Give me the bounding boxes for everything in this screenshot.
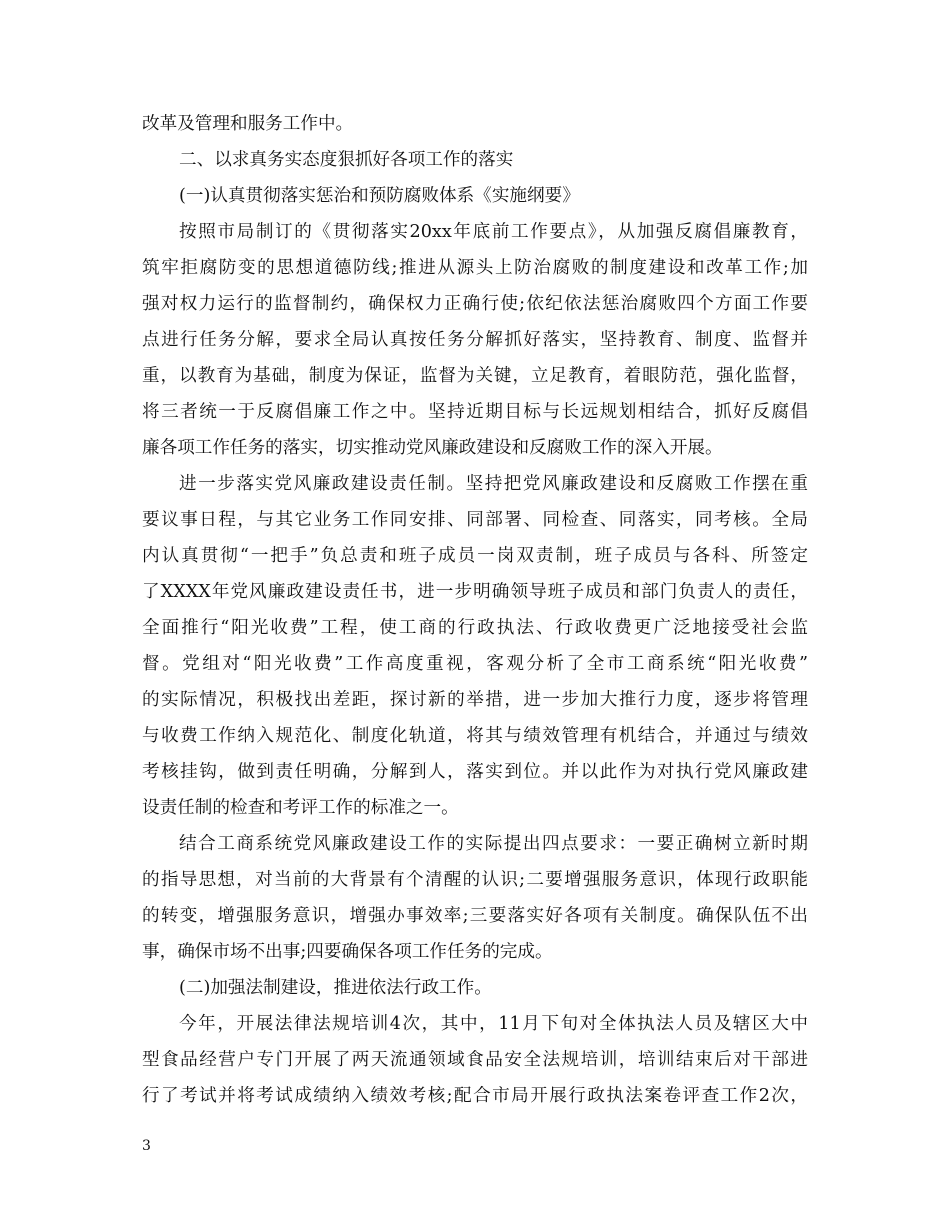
page-number: 3 xyxy=(142,1138,151,1154)
paragraph-responsibility-system xyxy=(142,466,808,826)
text-line: 改革及管理和服务工作中。 xyxy=(142,114,354,134)
subheading-1 xyxy=(142,178,808,214)
text-line: 按照市局制订的《贯彻落实20xx年底前工作要点》，从加强反腐倡廉教育， xyxy=(179,222,808,242)
paragraph-work-points xyxy=(142,214,808,466)
text-line: 事，确保市场不出事;四要确保各项工作任务的完成。 xyxy=(142,942,553,962)
text-line: 将三者统一于反腐倡廉工作之中。坚持近期目标与长远规划相结合，抓好反腐倡 xyxy=(142,402,808,422)
text-line: 要议事日程，与其它业务工作同安排、同部署、同检查、同落实，同考核。全局 xyxy=(142,510,808,530)
text-line: 二、以求真务实态度狠抓好各项工作的落实 xyxy=(179,150,514,170)
text-line: 行了考试并将考试成绩纳入绩效考核;配合市局开展行政执法案卷评查工作2次， xyxy=(142,1086,808,1106)
text-line: 的实际情况，积极找出差距，探讨新的举措，进一步加大推行力度，逐步将管理 xyxy=(142,690,808,710)
text-line: (二)加强法制建设，推进依法行政工作。 xyxy=(179,978,492,998)
paragraph-four-requirements xyxy=(142,826,808,970)
subheading-2 xyxy=(142,970,808,1006)
text-line: 设责任制的检查和考评工作的标准之一。 xyxy=(142,798,459,818)
section-heading-2 xyxy=(142,142,808,178)
text-line: 的指导思想，对当前的大背景有个清醒的认识;二要增强服务意识，体现行政职能 xyxy=(142,870,808,890)
text-line: 型食品经营户专门开展了两天流通领域食品安全法规培训，培训结束后对干部进 xyxy=(142,1050,808,1070)
text-line: 考核挂钩，做到责任明确，分解到人，落实到位。并以此作为对执行党风廉政建 xyxy=(142,762,808,782)
text-line: 结合工商系统党风廉政建设工作的实际提出四点要求：一要正确树立新时期 xyxy=(179,834,808,854)
text-line: 强对权力运行的监督制约，确保权力正确行使;依纪依法惩治腐败四个方面工作要 xyxy=(142,294,808,314)
text-line: 重，以教育为基础，制度为保证，监督为关键，立足教育，着眼防范，强化监督， xyxy=(142,366,808,386)
text-line: 进一步落实党风廉政建设责任制。坚持把党风廉政建设和反腐败工作摆在重 xyxy=(179,474,808,494)
paragraph-legal-training xyxy=(142,1006,808,1114)
text-line: (一)认真贯彻落实惩治和预防腐败体系《实施纲要》 xyxy=(179,186,580,206)
text-line: 内认真贯彻“一把手”负总责和班子成员一岗双责制，班子成员与各科、所签定 xyxy=(142,546,808,566)
text-line: 廉各项工作任务的落实，切实推动党风廉政建设和反腐败工作的深入开展。 xyxy=(142,438,723,458)
text-line: 今年，开展法律法规培训4次，其中，11月下旬对全体执法人员及辖区大中 xyxy=(179,1014,808,1034)
text-line: 点进行任务分解，要求全局认真按任务分解抓好落实，坚持教育、制度、监督并 xyxy=(142,330,808,350)
text-line: 全面推行“阳光收费”工程，使工商的行政执法、行政收费更广泛地接受社会监 xyxy=(142,618,808,638)
text-line: 督。党组对“阳光收费”工作高度重视，客观分析了全市工商系统“阳光收费” xyxy=(142,654,808,674)
text-line: 了XXXX年党风廉政建设责任书，进一步明确领导班子成员和部门负责人的责任， xyxy=(142,582,808,602)
document-body xyxy=(142,106,808,1114)
paragraph-continuation xyxy=(142,106,808,142)
text-line: 的转变，增强服务意识，增强办事效率;三要落实好各项有关制度。确保队伍不出 xyxy=(142,906,808,926)
text-line: 筑牢拒腐防变的思想道德防线;推进从源头上防治腐败的制度建设和改革工作;加 xyxy=(142,258,808,278)
text-line: 与收费工作纳入规范化、制度化轨道，将其与绩效管理有机结合，并通过与绩效 xyxy=(142,726,808,746)
